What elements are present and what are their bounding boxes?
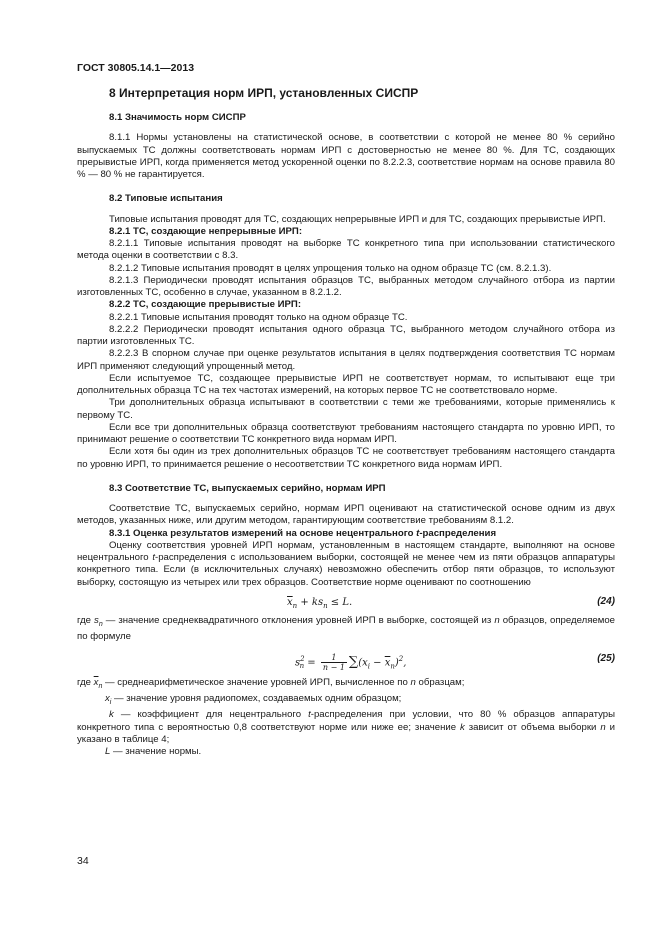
subsection-8-3-title: 8.3 Соответствие ТС, выпускаемых серийно, нормам ИРП	[109, 482, 386, 494]
paragraph-8-2-a: Если испытуемое ТС, создающее прерывистые ИРП не соответствует нормам, то испытывают еще три дополнительных образца ТС на тех частотах измерений, на которых первое ТС не соответствовало норме.	[77, 372, 615, 396]
paragraph-8-2-1-1: 8.2.1.1 Типовые испытания проводят на выборке ТС конкретного типа при использовании статистического метода оценки в соответствии с 8.3.	[77, 238, 615, 262]
subsection-8-2-title: 8.2 Типовые испытания	[109, 193, 223, 205]
paragraph-8-1-1: 8.1.1 Нормы установлены на статистической основе, в соответствии с которой не менее 80 % серийно выпускаемых ТС должны соответствовать нормам ИРП с достоверностью не менее 80 %. Для ТС, создающих прерывистые ИРП, когда применяется метод ускоренной оценки по 8.2.2.3, соответствие нормам на основе правила 80 % — 80 % не гарантируется.	[77, 132, 615, 180]
page-number: 34	[77, 855, 89, 867]
paragraph-8-2-2-3: 8.2.2.3 В спорном случае при оценке результатов испытания в целях подтверждения соответствия ТС нормам ИРП применяют следующий упрощенный метод.	[77, 348, 615, 372]
paragraph-8-2-2-1: 8.2.2.1 Типовые испытания проводят только на одном образце ТС.	[109, 311, 408, 323]
definition-x-mean: где $\overline{x}_n$ — среднеарифметическое значение уровней ИРП, вычисленное по n образцам;	[77, 677, 465, 691]
paragraph-8-2-c: Если все три дополнительных образца соответствуют требованиям настоящего стандарта по уровню ИРП, то принимают решение о соответствии ТС конкретного вида нормам ИРП.	[77, 421, 615, 445]
equation-24	[77, 589, 615, 615]
equation-24-expression: $\overline{x}_n + ks_n \le L$.	[287, 596, 353, 610]
definition-l: L — значение нормы.	[105, 746, 202, 758]
paragraph-8-2-1-2: 8.2.1.2 Типовые испытания проводят в целях упрощения только на одном образце ТС (см. 8.2.1.3).	[109, 262, 552, 274]
equation-25-expression: $s^2_n$ = $\frac{1}{n - 1}$ $\sum(x_i - \overline{x}_n)^2$,	[295, 653, 407, 673]
paragraph-8-2-d: Если хотя бы один из трех дополнительных образцов ТС не соответствует требованиям настоящего стандарта по уровню ИРП, то принимается решение о несоответствии ТС конкретного вида нормам ИРП.	[77, 446, 615, 470]
heading-8-2-2: 8.2.2 ТС, создающие прерывистые ИРП:	[109, 299, 302, 311]
paragraph-8-3-intro: Соответствие ТС, выпускаемых серийно, нормам ИРП оценивают на статистической основе одним из двух методов, указанных ниже, или другим методом, гарантирующим соответствие требованиям 8.1.2.	[77, 503, 615, 527]
heading-8-2-1: 8.2.1 ТС, создающие непрерывные ИРП:	[109, 225, 303, 237]
paragraph-8-2-1-3: 8.2.1.3 Периодически проводят испытания образцов ТС, выбранных методом случайного отбора из партии изготовленных ТС, особенно в случае, указанном в 8.2.1.2.	[77, 274, 615, 298]
paragraph-8-2-intro: Типовые испытания проводят для ТС, создающих непрерывные ИРП и для ТС, создающих прерывистые ИРП.	[109, 213, 606, 225]
subsection-8-1-title: 8.1 Значимость норм СИСПР	[109, 112, 246, 123]
document-header: ГОСТ 30805.14.1—2013	[77, 62, 195, 74]
equation-24-number: (24)	[597, 595, 615, 607]
equation-25-number: (25)	[597, 653, 615, 665]
paragraph-8-3-1: Оценку соответствия уровней ИРП нормам, установленным в настоящем стандарте, выполняют на основе нецентрального t-распределения с использованием выборки, состоящей не менее чем из пяти образцов аппаратуры конкретного типа. Если (в исключительных случаях) невозможно обеспечить отбор пяти образцов, то используют выборку, состоящую из четырех или трех образцов. Соответствие норме оценивают по соотношению	[77, 539, 615, 588]
document-body	[77, 80, 615, 758]
heading-8-3-1: 8.3.1 Оценка результатов измерений на основе нецентрального t-распределения	[109, 527, 497, 539]
definition-xi: $x_i$ — значение уровня радиопомех, создаваемых одним образцом;	[105, 693, 402, 707]
section-title: 8 Интерпретация норм ИРП, установленных СИСПР	[109, 86, 419, 100]
paragraph-8-2-b: Три дополнительных образца испытывают в соответствии с теми же требованиями, которые применялись к первому ТС.	[77, 397, 615, 421]
paragraph-8-2-2-2: 8.2.2.2 Периодически проводят испытания одного образца ТС, выбранного методом случайного отбора из партии изготовленных ТС.	[77, 323, 615, 347]
definition-k: k — коэффициент для нецентрального t-распределения при условии, что 80 % образцов аппаратуры конкретного типа с вероятностью 0,8 соответствуют норме или ниже ее; значение k зависит от объема выборки n и указано в таблице 4;	[77, 709, 615, 745]
equation-25	[77, 643, 615, 677]
definition-sn: где $s_n$ — значение среднеквадратичного отклонения уровней ИРП в выборке, состоящей из n образцов, определяемое по формуле	[77, 614, 615, 642]
